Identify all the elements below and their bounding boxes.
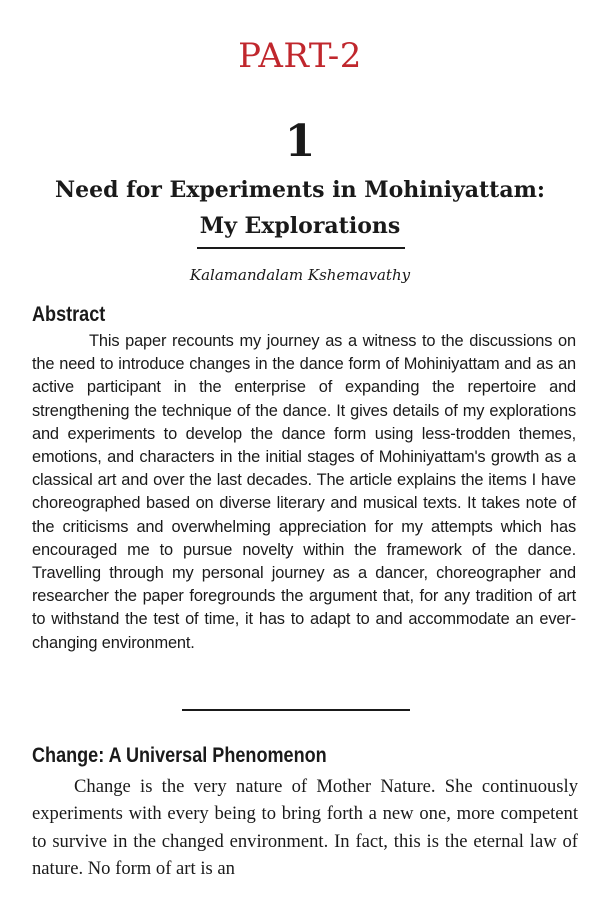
author-name: Kalamandalam Kshemavathy xyxy=(189,266,411,284)
section-heading: Change: A Universal Phenomenon xyxy=(32,744,327,767)
abstract-divider xyxy=(182,709,410,711)
abstract-heading: Abstract xyxy=(32,303,106,326)
chapter-number: 1 xyxy=(284,116,316,167)
part-heading: PART-2 xyxy=(238,36,362,76)
chapter-title-line-2: My Explorations xyxy=(199,213,401,239)
chapter-title-line-1: Need for Experiments in Mohiniyattam: xyxy=(55,177,545,203)
title-divider xyxy=(197,247,405,249)
abstract-text: This paper recounts my journey as a witness to the discussions on the need to introduce changes in the dance form of Mohiniyattam and as an active participant in the enterprise of expanding the repertoire and strengthening the technique of the dance. It gives details of my explorations and experiments to develop the dance form using less-trodden themes, emotions, and characters in the initial stages of Mohiniyattam's growth as a classical art and over the last decades. The article explains the items I have choreographed based on diverse literary and musical texts. It takes note of the criticisms and overwhelming appreciation for my attempts which has encouraged me to pursue novelty within the framework of the dance. Travelling through my personal journey as a dancer, choreographer and researcher the paper foregrounds the argument that, for any tradition of art to withstand the test of time, it has to adapt to and accommodate an ever-changing environment. xyxy=(32,332,576,652)
chapter-title xyxy=(0,172,600,244)
section-text: Change is the very nature of Mother Nature. She continuously experiments with every being to bring forth a new one, more competent to survive in the changed environment. In fact, this is the eternal law of nature. No form of art is an xyxy=(32,776,578,880)
